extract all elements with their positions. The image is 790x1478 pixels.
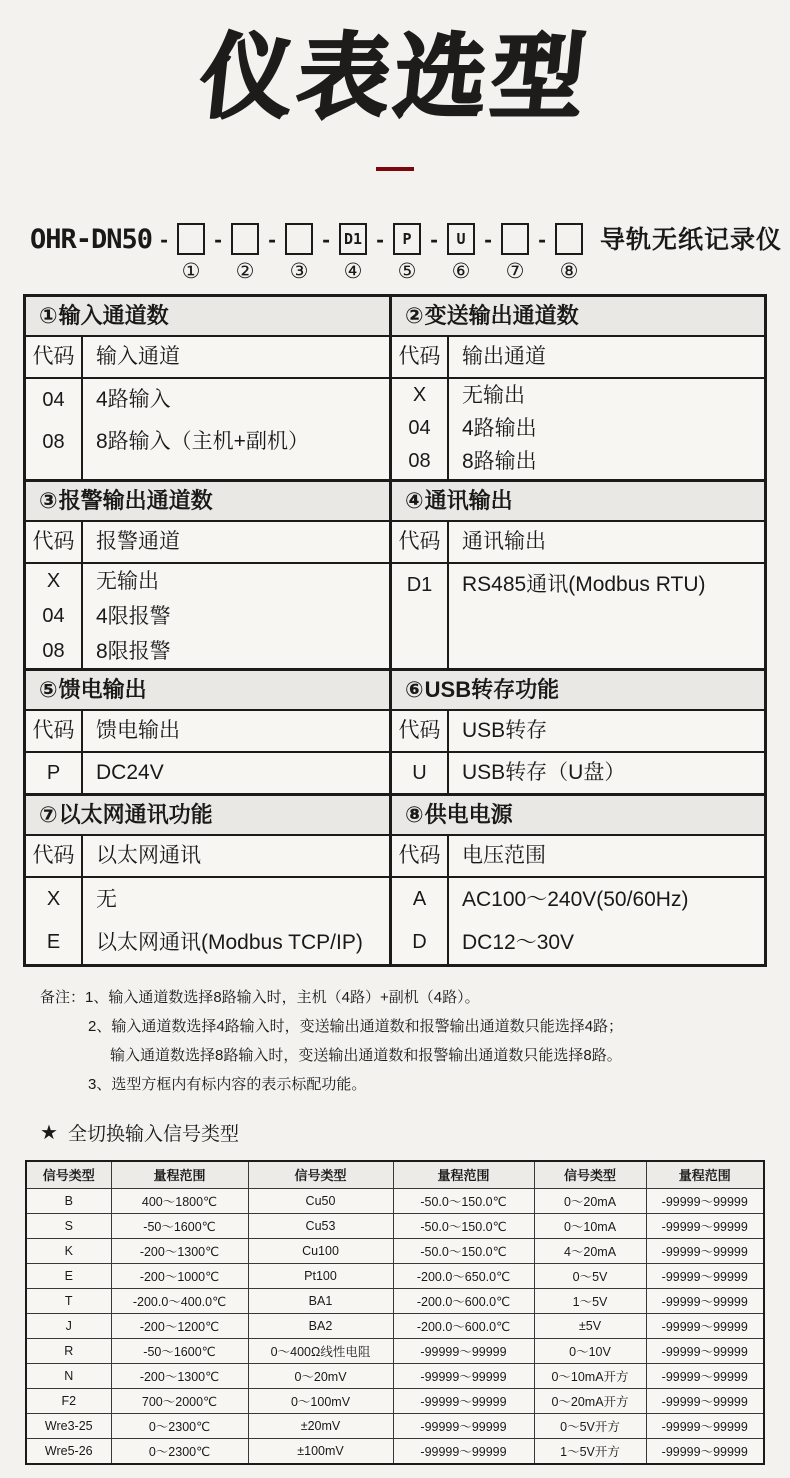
option-row <box>392 445 764 478</box>
section-header <box>26 482 389 522</box>
section-power-feed-output <box>26 671 392 793</box>
option-row <box>26 564 389 599</box>
signal-type-cell: 0～5V开方 <box>534 1413 646 1438</box>
selection-group-1 <box>26 297 764 479</box>
dash-separator: - <box>268 225 276 252</box>
code-header-cell: 代码 <box>26 711 83 751</box>
range-cell: -99999～99999 <box>393 1338 534 1363</box>
range-cell: -50.0～150.0℃ <box>393 1238 534 1263</box>
model-slots <box>152 223 584 284</box>
range-cell: 0～2300℃ <box>111 1438 248 1464</box>
circled-number: ⑥ <box>451 259 471 283</box>
desc-header-cell: 以太网通讯 <box>96 843 201 867</box>
star-icon: ★ <box>40 1121 58 1144</box>
option-desc: 8路输入（主机+副机） <box>96 429 309 453</box>
desc-header-cell: 输出通道 <box>462 344 546 368</box>
section-title: 报警输出通道数 <box>58 487 213 513</box>
section-body <box>26 564 389 668</box>
section-subheader <box>26 522 389 564</box>
option-code: 08 <box>26 634 83 669</box>
column-header: 信号类型 <box>534 1161 646 1189</box>
code-header-cell: 代码 <box>392 711 449 751</box>
model-slot <box>314 223 368 284</box>
option-desc: 4路输出 <box>462 416 537 440</box>
column-header: 量程范围 <box>393 1161 534 1189</box>
signal-type-cell: K <box>26 1238 111 1263</box>
option-desc: 以太网通讯(Modbus TCP/IP) <box>96 930 363 954</box>
range-cell: -99999～99999 <box>646 1363 764 1388</box>
signal-type-cell: 0～5V <box>534 1263 646 1288</box>
circled-number: ② <box>235 259 255 283</box>
range-cell: -50～1600℃ <box>111 1213 248 1238</box>
option-row <box>392 412 764 445</box>
section-number: ⑦ <box>39 801 58 827</box>
range-cell: -200～1000℃ <box>111 1263 248 1288</box>
section-comm-output <box>392 482 764 668</box>
section-input-channels <box>26 297 392 479</box>
signal-type-cell: 0～10mA开方 <box>534 1363 646 1388</box>
option-row <box>26 878 389 921</box>
circled-number: ⑧ <box>559 259 579 283</box>
selection-group-3 <box>26 668 764 793</box>
section-header <box>392 482 764 522</box>
range-cell: -99999～99999 <box>646 1288 764 1313</box>
section-filler <box>26 463 389 479</box>
signal-type-cell: Cu53 <box>248 1213 393 1238</box>
signal-type-cell: Wre3-25 <box>26 1413 111 1438</box>
signal-type-cell: 0～20mA <box>534 1188 646 1213</box>
signal-table-row <box>26 1388 764 1413</box>
circled-number: ⑤ <box>397 259 417 283</box>
range-cell: -99999～99999 <box>646 1238 764 1263</box>
signal-table-row <box>26 1338 764 1363</box>
signal-type-cell: E <box>26 1263 111 1288</box>
dash-separator: - <box>538 225 546 252</box>
model-code-box <box>555 223 583 255</box>
signal-type-cell: Wre5-26 <box>26 1438 111 1464</box>
option-desc: 无 <box>96 887 117 911</box>
section-subheader <box>392 522 764 564</box>
signal-types-heading <box>40 1119 790 1146</box>
signal-type-cell: Cu50 <box>248 1188 393 1213</box>
section-body <box>26 878 389 964</box>
dash-separator: - <box>430 225 438 252</box>
signal-type-cell: 4～20mA <box>534 1238 646 1263</box>
column-header: 量程范围 <box>646 1161 764 1189</box>
section-number: ⑥ <box>405 676 424 702</box>
section-number: ④ <box>405 487 424 513</box>
section-body <box>392 753 764 793</box>
section-ethernet-comm <box>26 796 392 964</box>
option-desc: 4限报警 <box>96 604 171 628</box>
option-row <box>392 878 764 921</box>
model-code-box <box>285 223 313 255</box>
option-desc: 4路输入 <box>96 387 171 411</box>
section-title: USB转存功能 <box>424 676 560 702</box>
section-body <box>26 379 389 479</box>
model-code-box: D1 <box>339 223 367 255</box>
section-header <box>26 297 389 337</box>
section-number: ② <box>405 302 424 328</box>
range-cell: -99999～99999 <box>393 1388 534 1413</box>
signal-table-row <box>26 1188 764 1213</box>
option-code: A <box>392 878 449 921</box>
column-header: 信号类型 <box>248 1161 393 1189</box>
range-cell: 700～2000℃ <box>111 1388 248 1413</box>
range-cell: -50.0～150.0℃ <box>393 1188 534 1213</box>
signal-table-row <box>26 1413 764 1438</box>
range-cell: -99999～99999 <box>646 1338 764 1363</box>
signal-type-cell: BA2 <box>248 1313 393 1338</box>
section-transmit-output-channels <box>392 297 764 479</box>
note-line-3: 输入通道数选择8路输入时，变送输出通道数和报警输出通道数只能选择8路。 <box>110 1046 622 1064</box>
option-desc: USB转存（U盘） <box>462 760 626 784</box>
option-code: 04 <box>26 599 83 634</box>
signal-types-heading-text: 全切换输入信号类型 <box>67 1123 239 1145</box>
signal-type-cell: Cu100 <box>248 1238 393 1263</box>
section-header <box>392 671 764 711</box>
section-usb-transfer <box>392 671 764 793</box>
range-cell: -99999～99999 <box>646 1263 764 1288</box>
option-code: 08 <box>392 445 449 478</box>
title-block <box>0 0 790 127</box>
model-code-box: P <box>393 223 421 255</box>
red-divider <box>376 167 414 171</box>
model-code-line <box>30 223 790 284</box>
section-title: 以太网通讯功能 <box>58 801 213 827</box>
model-slot <box>152 223 206 284</box>
signal-type-cell: T <box>26 1288 111 1313</box>
model-code-box <box>177 223 205 255</box>
desc-header-cell: USB转存 <box>462 718 548 742</box>
model-slot <box>206 223 260 284</box>
section-filler <box>392 606 764 668</box>
column-header: 信号类型 <box>26 1161 111 1189</box>
signal-type-cell: B <box>26 1188 111 1213</box>
model-suffix: 导轨无纸记录仪 <box>600 225 783 254</box>
desc-header-cell: 馈电输出 <box>96 718 180 742</box>
note-line-1: 备注：1、输入通道数选择8路输入时，主机（4路）+副机（4路）。 <box>40 988 480 1006</box>
range-cell: -99999～99999 <box>646 1388 764 1413</box>
circled-number: ⑦ <box>505 259 525 283</box>
signal-table-header-row <box>26 1161 764 1189</box>
section-alarm-output-channels <box>26 482 392 668</box>
option-desc: DC12～30V <box>462 930 575 954</box>
range-cell: -99999～99999 <box>646 1438 764 1464</box>
section-body <box>392 379 764 479</box>
signal-type-cell: 1～5V开方 <box>534 1438 646 1464</box>
section-header <box>392 297 764 337</box>
section-title: 馈电输出 <box>58 676 147 702</box>
model-selection-table <box>23 294 767 967</box>
range-cell: 400～1800℃ <box>111 1188 248 1213</box>
option-row <box>26 379 389 421</box>
section-title: 供电电源 <box>424 801 513 827</box>
option-code: E <box>26 921 83 964</box>
model-slot <box>530 223 584 284</box>
section-subheader <box>26 711 389 753</box>
signal-table-row <box>26 1313 764 1338</box>
range-cell: -200～1300℃ <box>111 1363 248 1388</box>
option-code: X <box>26 564 83 599</box>
dash-separator: - <box>484 225 492 252</box>
signal-type-table <box>25 1160 765 1465</box>
signal-type-cell: 0～100mV <box>248 1388 393 1413</box>
code-header-cell: 代码 <box>26 522 83 562</box>
section-number: ⑧ <box>405 801 424 827</box>
model-code-box <box>231 223 259 255</box>
range-cell: -99999～99999 <box>646 1213 764 1238</box>
section-body <box>392 878 764 964</box>
page-title: 仪表选型 <box>195 27 595 129</box>
model-slot <box>260 223 314 284</box>
option-row <box>392 379 764 412</box>
option-desc: 无输出 <box>462 383 525 407</box>
section-number: ① <box>39 302 58 328</box>
code-header-cell: 代码 <box>26 836 83 876</box>
section-title: 通讯输出 <box>424 487 513 513</box>
section-subheader <box>392 836 764 878</box>
section-header <box>26 671 389 711</box>
section-subheader <box>26 836 389 878</box>
signal-type-cell: 0～400Ω线性电阻 <box>248 1338 393 1363</box>
option-desc: DC24V <box>96 760 164 784</box>
section-title: 输入通道数 <box>58 302 169 328</box>
signal-type-cell: ±5V <box>534 1313 646 1338</box>
signal-type-cell: BA1 <box>248 1288 393 1313</box>
desc-header-cell: 电压范围 <box>462 843 546 867</box>
signal-table-row <box>26 1238 764 1263</box>
signal-type-cell: J <box>26 1313 111 1338</box>
section-header <box>26 796 389 836</box>
circled-number: ③ <box>289 259 309 283</box>
desc-header-cell: 输入通道 <box>96 344 180 368</box>
signal-table-row <box>26 1213 764 1238</box>
option-code: D <box>392 921 449 964</box>
selection-group-2 <box>26 479 764 668</box>
range-cell: -99999～99999 <box>393 1413 534 1438</box>
range-cell: -200.0～600.0℃ <box>393 1288 534 1313</box>
option-code: 08 <box>26 421 83 463</box>
section-subheader <box>26 337 389 379</box>
code-header-cell: 代码 <box>26 337 83 377</box>
signal-type-cell: ±100mV <box>248 1438 393 1464</box>
range-cell: -200.0～650.0℃ <box>393 1263 534 1288</box>
section-body <box>392 564 764 668</box>
model-slot <box>476 223 530 284</box>
section-number: ③ <box>39 487 58 513</box>
signal-type-cell: Pt100 <box>248 1263 393 1288</box>
range-cell: -99999～99999 <box>646 1188 764 1213</box>
option-desc: RS485通讯(Modbus RTU) <box>462 572 706 596</box>
circled-number: ① <box>181 259 201 283</box>
code-header-cell: 代码 <box>392 522 449 562</box>
range-cell: -200.0～400.0℃ <box>111 1288 248 1313</box>
option-row <box>392 921 764 964</box>
notes-block <box>40 983 790 1099</box>
signal-type-cell: 0～20mV <box>248 1363 393 1388</box>
option-code: 04 <box>26 379 83 421</box>
option-row <box>26 753 389 793</box>
model-code-box: U <box>447 223 475 255</box>
signal-table-row <box>26 1438 764 1464</box>
model-code-box <box>501 223 529 255</box>
dash-separator: - <box>214 225 222 252</box>
signal-type-cell: 1～5V <box>534 1288 646 1313</box>
model-prefix: OHR-DN50 <box>30 223 153 255</box>
code-header-cell: 代码 <box>392 337 449 377</box>
option-code: 04 <box>392 412 449 445</box>
signal-type-cell: ±20mV <box>248 1413 393 1438</box>
section-body <box>26 753 389 793</box>
section-title: 变送输出通道数 <box>424 302 579 328</box>
signal-table-row <box>26 1263 764 1288</box>
signal-type-cell: S <box>26 1213 111 1238</box>
dash-separator: - <box>160 225 168 252</box>
dash-separator: - <box>376 225 384 252</box>
section-number: ⑤ <box>39 676 58 702</box>
signal-type-cell: F2 <box>26 1388 111 1413</box>
note-line-2: 2、输入通道数选择4路输入时，变送输出通道数和报警输出通道数只能选择4路； <box>88 1017 624 1035</box>
dash-separator: - <box>322 225 330 252</box>
range-cell: -50～1600℃ <box>111 1338 248 1363</box>
note-line-4: 3、选型方框内有标内容的表示标配功能。 <box>88 1075 367 1093</box>
option-desc: 无输出 <box>96 569 159 593</box>
signal-type-cell: 0～10mA <box>534 1213 646 1238</box>
option-row <box>392 564 764 606</box>
range-cell: -99999～99999 <box>393 1438 534 1464</box>
signal-table-row <box>26 1363 764 1388</box>
range-cell: 0～2300℃ <box>111 1413 248 1438</box>
section-power-supply <box>392 796 764 964</box>
signal-type-cell: 0～20mA开方 <box>534 1388 646 1413</box>
signal-type-cell: 0～10V <box>534 1338 646 1363</box>
option-row <box>26 599 389 634</box>
option-code: P <box>26 753 83 793</box>
signal-type-cell: R <box>26 1338 111 1363</box>
option-row <box>26 421 389 463</box>
section-subheader <box>392 337 764 379</box>
code-header-cell: 代码 <box>392 836 449 876</box>
range-cell: -99999～99999 <box>393 1363 534 1388</box>
signal-type-cell: N <box>26 1363 111 1388</box>
option-code: X <box>392 379 449 412</box>
option-row <box>26 634 389 669</box>
desc-header-cell: 通讯输出 <box>462 529 546 553</box>
range-cell: -99999～99999 <box>646 1413 764 1438</box>
range-cell: -200.0～600.0℃ <box>393 1313 534 1338</box>
circled-number: ④ <box>343 259 363 283</box>
model-slot <box>368 223 422 284</box>
column-header: 量程范围 <box>111 1161 248 1189</box>
option-desc: AC100～240V(50/60Hz) <box>462 887 689 911</box>
section-header <box>392 796 764 836</box>
option-code: D1 <box>392 564 449 606</box>
option-code: U <box>392 753 449 793</box>
range-cell: -200～1300℃ <box>111 1238 248 1263</box>
signal-table-row <box>26 1288 764 1313</box>
range-cell: -200～1200℃ <box>111 1313 248 1338</box>
range-cell: -99999～99999 <box>646 1313 764 1338</box>
option-row <box>26 921 389 964</box>
section-subheader <box>392 711 764 753</box>
model-slot <box>422 223 476 284</box>
range-cell: -50.0～150.0℃ <box>393 1213 534 1238</box>
section-filler <box>392 478 764 479</box>
option-code: X <box>26 878 83 921</box>
desc-header-cell: 报警通道 <box>96 529 180 553</box>
option-desc: 8限报警 <box>96 639 171 663</box>
option-row <box>392 753 764 793</box>
selection-group-4 <box>26 793 764 964</box>
option-desc: 8路输出 <box>462 449 537 473</box>
